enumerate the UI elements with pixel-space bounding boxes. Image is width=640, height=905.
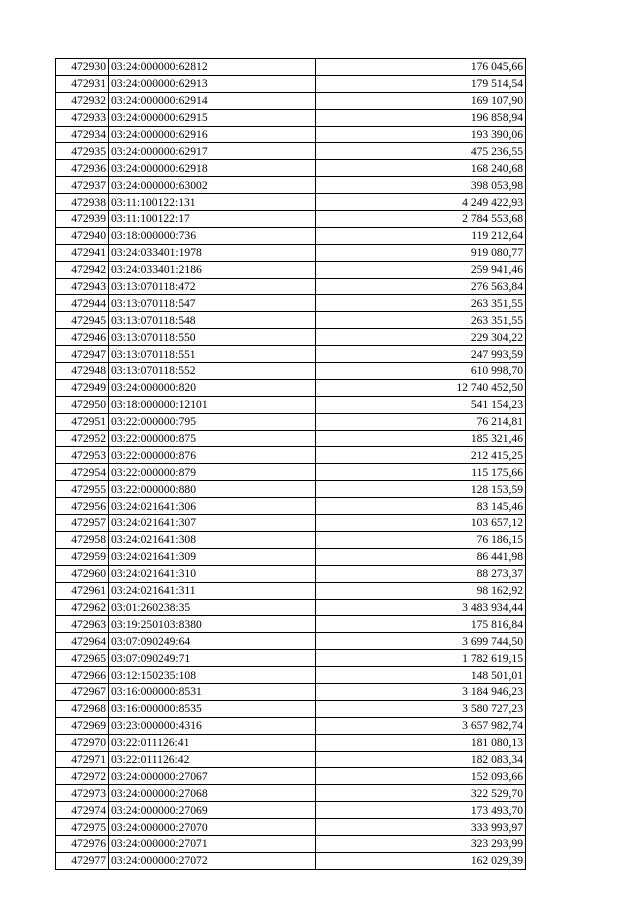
table-row xyxy=(56,227,526,244)
cadastral-number-cell: 03:24:000000:820 xyxy=(109,379,316,396)
cadastral-number-cell: 03:22:000000:879 xyxy=(109,464,316,481)
table-row xyxy=(56,464,526,481)
table-row xyxy=(56,160,526,177)
row-number-cell: 472972 xyxy=(56,768,109,785)
cadastral-value-cell: 322 529,70 xyxy=(316,785,526,802)
cadastral-number-cell: 03:24:033401:1978 xyxy=(109,244,316,261)
cadastral-value-cell: 168 240,68 xyxy=(316,160,526,177)
cadastral-value-cell: 3 699 744,50 xyxy=(316,633,526,650)
cadastral-number-cell: 03:11:100122:131 xyxy=(109,194,316,211)
cadastral-value-cell: 12 740 452,50 xyxy=(316,379,526,396)
row-number-cell: 472965 xyxy=(56,650,109,667)
row-number-cell: 472945 xyxy=(56,312,109,329)
row-number-cell: 472949 xyxy=(56,379,109,396)
cadastral-value-cell: 83 145,46 xyxy=(316,498,526,515)
cadastral-value-cell: 169 107,90 xyxy=(316,92,526,109)
cadastral-value-cell: 173 493,70 xyxy=(316,802,526,819)
table-row xyxy=(56,295,526,312)
cadastral-number-cell: 03:24:000000:62812 xyxy=(109,59,316,76)
table-row xyxy=(56,278,526,295)
row-number-cell: 472931 xyxy=(56,75,109,92)
row-number-cell: 472938 xyxy=(56,194,109,211)
cadastral-value-cell: 119 212,64 xyxy=(316,227,526,244)
cadastral-number-cell: 03:22:000000:876 xyxy=(109,447,316,464)
row-number-cell: 472960 xyxy=(56,565,109,582)
cadastral-value-cell: 176 045,66 xyxy=(316,59,526,76)
row-number-cell: 472961 xyxy=(56,582,109,599)
cadastral-number-cell: 03:18:000000:12101 xyxy=(109,396,316,413)
table-body xyxy=(56,59,526,870)
table-row xyxy=(56,363,526,380)
table-row xyxy=(56,531,526,548)
cadastral-number-cell: 03:24:000000:27068 xyxy=(109,785,316,802)
table-row xyxy=(56,835,526,852)
table-row xyxy=(56,244,526,261)
cadastral-value-cell: 196 858,94 xyxy=(316,109,526,126)
cadastral-value-cell: 3 580 727,23 xyxy=(316,700,526,717)
cadastral-value-cell: 541 154,23 xyxy=(316,396,526,413)
row-number-cell: 472941 xyxy=(56,244,109,261)
cadastral-value-cell: 76 186,15 xyxy=(316,531,526,548)
table-row xyxy=(56,852,526,869)
row-number-cell: 472971 xyxy=(56,751,109,768)
row-number-cell: 472957 xyxy=(56,515,109,532)
table-row xyxy=(56,700,526,717)
cadastral-value-cell: 333 993,97 xyxy=(316,819,526,836)
row-number-cell: 472948 xyxy=(56,363,109,380)
row-number-cell: 472974 xyxy=(56,802,109,819)
row-number-cell: 472956 xyxy=(56,498,109,515)
row-number-cell: 472930 xyxy=(56,59,109,76)
cadastral-number-cell: 03:24:000000:62918 xyxy=(109,160,316,177)
row-number-cell: 472942 xyxy=(56,261,109,278)
cadastral-number-cell: 03:24:021641:310 xyxy=(109,565,316,582)
cadastral-number-cell: 03:24:000000:27072 xyxy=(109,852,316,869)
table-row xyxy=(56,92,526,109)
table-row xyxy=(56,498,526,515)
table-row xyxy=(56,143,526,160)
cadastral-number-cell: 03:24:000000:27071 xyxy=(109,835,316,852)
cadastral-number-cell: 03:22:011126:42 xyxy=(109,751,316,768)
cadastral-number-cell: 03:13:070118:547 xyxy=(109,295,316,312)
cadastral-value-cell: 193 390,06 xyxy=(316,126,526,143)
row-number-cell: 472973 xyxy=(56,785,109,802)
table-row xyxy=(56,565,526,582)
row-number-cell: 472932 xyxy=(56,92,109,109)
cadastral-value-cell: 276 563,84 xyxy=(316,278,526,295)
cadastral-number-cell: 03:24:000000:62915 xyxy=(109,109,316,126)
row-number-cell: 472953 xyxy=(56,447,109,464)
table-row xyxy=(56,59,526,76)
cadastral-number-cell: 03:24:000000:62917 xyxy=(109,143,316,160)
table-row xyxy=(56,430,526,447)
row-number-cell: 472975 xyxy=(56,819,109,836)
cadastral-value-cell: 610 998,70 xyxy=(316,363,526,380)
table-row xyxy=(56,447,526,464)
row-number-cell: 472962 xyxy=(56,599,109,616)
row-number-cell: 472951 xyxy=(56,413,109,430)
table-row xyxy=(56,582,526,599)
table-row xyxy=(56,109,526,126)
cadastral-value-cell: 128 153,59 xyxy=(316,481,526,498)
table-row xyxy=(56,633,526,650)
cadastral-value-cell: 263 351,55 xyxy=(316,295,526,312)
cadastral-number-cell: 03:18:000000:736 xyxy=(109,227,316,244)
cadastral-number-cell: 03:07:090249:71 xyxy=(109,650,316,667)
row-number-cell: 472934 xyxy=(56,126,109,143)
cadastral-value-cell: 2 784 553,68 xyxy=(316,211,526,228)
cadastral-number-cell: 03:01:260238:35 xyxy=(109,599,316,616)
cadastral-value-cell: 76 214,81 xyxy=(316,413,526,430)
cadastral-number-cell: 03:24:021641:308 xyxy=(109,531,316,548)
table-row xyxy=(56,346,526,363)
row-number-cell: 472936 xyxy=(56,160,109,177)
table-row xyxy=(56,312,526,329)
row-number-cell: 472977 xyxy=(56,852,109,869)
cadastral-value-cell: 259 941,46 xyxy=(316,261,526,278)
cadastral-number-cell: 03:12:150235:108 xyxy=(109,667,316,684)
cadastral-number-cell: 03:24:000000:27067 xyxy=(109,768,316,785)
table-row xyxy=(56,751,526,768)
row-number-cell: 472939 xyxy=(56,211,109,228)
row-number-cell: 472952 xyxy=(56,430,109,447)
row-number-cell: 472966 xyxy=(56,667,109,684)
cadastral-value-cell: 3 184 946,23 xyxy=(316,683,526,700)
cadastral-value-cell: 179 514,54 xyxy=(316,75,526,92)
table-row xyxy=(56,785,526,802)
cadastral-number-cell: 03:11:100122:17 xyxy=(109,211,316,228)
row-number-cell: 472959 xyxy=(56,548,109,565)
cadastral-number-cell: 03:24:000000:62916 xyxy=(109,126,316,143)
cadastral-value-cell: 3 483 934,44 xyxy=(316,599,526,616)
table-row xyxy=(56,802,526,819)
cadastral-value-cell: 3 657 982,74 xyxy=(316,717,526,734)
table-row xyxy=(56,211,526,228)
cadastral-number-cell: 03:22:011126:41 xyxy=(109,734,316,751)
cadastral-value-cell: 398 053,98 xyxy=(316,177,526,194)
cadastral-value-cell: 175 816,84 xyxy=(316,616,526,633)
table-row xyxy=(56,734,526,751)
table-row xyxy=(56,717,526,734)
cadastral-number-cell: 03:24:000000:27070 xyxy=(109,819,316,836)
table-row xyxy=(56,194,526,211)
table-row xyxy=(56,177,526,194)
row-number-cell: 472943 xyxy=(56,278,109,295)
cadastral-number-cell: 03:24:021641:309 xyxy=(109,548,316,565)
table-row xyxy=(56,616,526,633)
table-row xyxy=(56,667,526,684)
table-row xyxy=(56,329,526,346)
cadastral-value-table xyxy=(55,58,526,870)
cadastral-value-cell: 148 501,01 xyxy=(316,667,526,684)
cadastral-number-cell: 03:24:021641:306 xyxy=(109,498,316,515)
table-row xyxy=(56,548,526,565)
cadastral-number-cell: 03:19:250103:8380 xyxy=(109,616,316,633)
table-row xyxy=(56,650,526,667)
row-number-cell: 472968 xyxy=(56,700,109,717)
row-number-cell: 472964 xyxy=(56,633,109,650)
table-row xyxy=(56,75,526,92)
cadastral-value-cell: 247 993,59 xyxy=(316,346,526,363)
table-row xyxy=(56,515,526,532)
row-number-cell: 472963 xyxy=(56,616,109,633)
cadastral-number-cell: 03:22:000000:795 xyxy=(109,413,316,430)
table-row xyxy=(56,819,526,836)
cadastral-number-cell: 03:23:000000:4316 xyxy=(109,717,316,734)
table-row xyxy=(56,599,526,616)
cadastral-number-cell: 03:13:070118:551 xyxy=(109,346,316,363)
row-number-cell: 472946 xyxy=(56,329,109,346)
cadastral-value-cell: 323 293,99 xyxy=(316,835,526,852)
cadastral-value-cell: 212 415,25 xyxy=(316,447,526,464)
table-row xyxy=(56,768,526,785)
cadastral-number-cell: 03:24:021641:307 xyxy=(109,515,316,532)
row-number-cell: 472950 xyxy=(56,396,109,413)
cadastral-number-cell: 03:24:000000:63002 xyxy=(109,177,316,194)
row-number-cell: 472970 xyxy=(56,734,109,751)
row-number-cell: 472967 xyxy=(56,683,109,700)
cadastral-value-cell: 185 321,46 xyxy=(316,430,526,447)
table-row xyxy=(56,481,526,498)
row-number-cell: 472955 xyxy=(56,481,109,498)
cadastral-number-cell: 03:13:070118:550 xyxy=(109,329,316,346)
row-number-cell: 472947 xyxy=(56,346,109,363)
cadastral-value-cell: 88 273,37 xyxy=(316,565,526,582)
cadastral-value-cell: 115 175,66 xyxy=(316,464,526,481)
cadastral-value-cell: 181 080,13 xyxy=(316,734,526,751)
cadastral-value-cell: 475 236,55 xyxy=(316,143,526,160)
table-row xyxy=(56,413,526,430)
row-number-cell: 472940 xyxy=(56,227,109,244)
cadastral-value-cell: 103 657,12 xyxy=(316,515,526,532)
cadastral-value-cell: 162 029,39 xyxy=(316,852,526,869)
cadastral-number-cell: 03:24:033401:2186 xyxy=(109,261,316,278)
row-number-cell: 472935 xyxy=(56,143,109,160)
cadastral-value-cell: 1 782 619,15 xyxy=(316,650,526,667)
table-row xyxy=(56,683,526,700)
cadastral-value-cell: 263 351,55 xyxy=(316,312,526,329)
row-number-cell: 472969 xyxy=(56,717,109,734)
cadastral-value-cell: 98 162,92 xyxy=(316,582,526,599)
cadastral-number-cell: 03:22:000000:875 xyxy=(109,430,316,447)
cadastral-value-cell: 86 441,98 xyxy=(316,548,526,565)
cadastral-number-cell: 03:22:000000:880 xyxy=(109,481,316,498)
row-number-cell: 472937 xyxy=(56,177,109,194)
row-number-cell: 472933 xyxy=(56,109,109,126)
cadastral-number-cell: 03:07:090249:64 xyxy=(109,633,316,650)
cadastral-number-cell: 03:24:000000:62913 xyxy=(109,75,316,92)
cadastral-number-cell: 03:24:000000:62914 xyxy=(109,92,316,109)
cadastral-value-cell: 4 249 422,93 xyxy=(316,194,526,211)
row-number-cell: 472954 xyxy=(56,464,109,481)
cadastral-number-cell: 03:13:070118:552 xyxy=(109,363,316,380)
row-number-cell: 472958 xyxy=(56,531,109,548)
cadastral-number-cell: 03:24:021641:311 xyxy=(109,582,316,599)
table-row xyxy=(56,396,526,413)
cadastral-value-cell: 919 080,77 xyxy=(316,244,526,261)
cadastral-number-cell: 03:13:070118:472 xyxy=(109,278,316,295)
row-number-cell: 472976 xyxy=(56,835,109,852)
table-row xyxy=(56,261,526,278)
cadastral-number-cell: 03:16:000000:8531 xyxy=(109,683,316,700)
cadastral-value-cell: 152 093,66 xyxy=(316,768,526,785)
cadastral-value-cell: 229 304,22 xyxy=(316,329,526,346)
cadastral-number-cell: 03:13:070118:548 xyxy=(109,312,316,329)
table-row xyxy=(56,379,526,396)
cadastral-number-cell: 03:24:000000:27069 xyxy=(109,802,316,819)
cadastral-value-cell: 182 083,34 xyxy=(316,751,526,768)
row-number-cell: 472944 xyxy=(56,295,109,312)
cadastral-number-cell: 03:16:000000:8535 xyxy=(109,700,316,717)
table-row xyxy=(56,126,526,143)
